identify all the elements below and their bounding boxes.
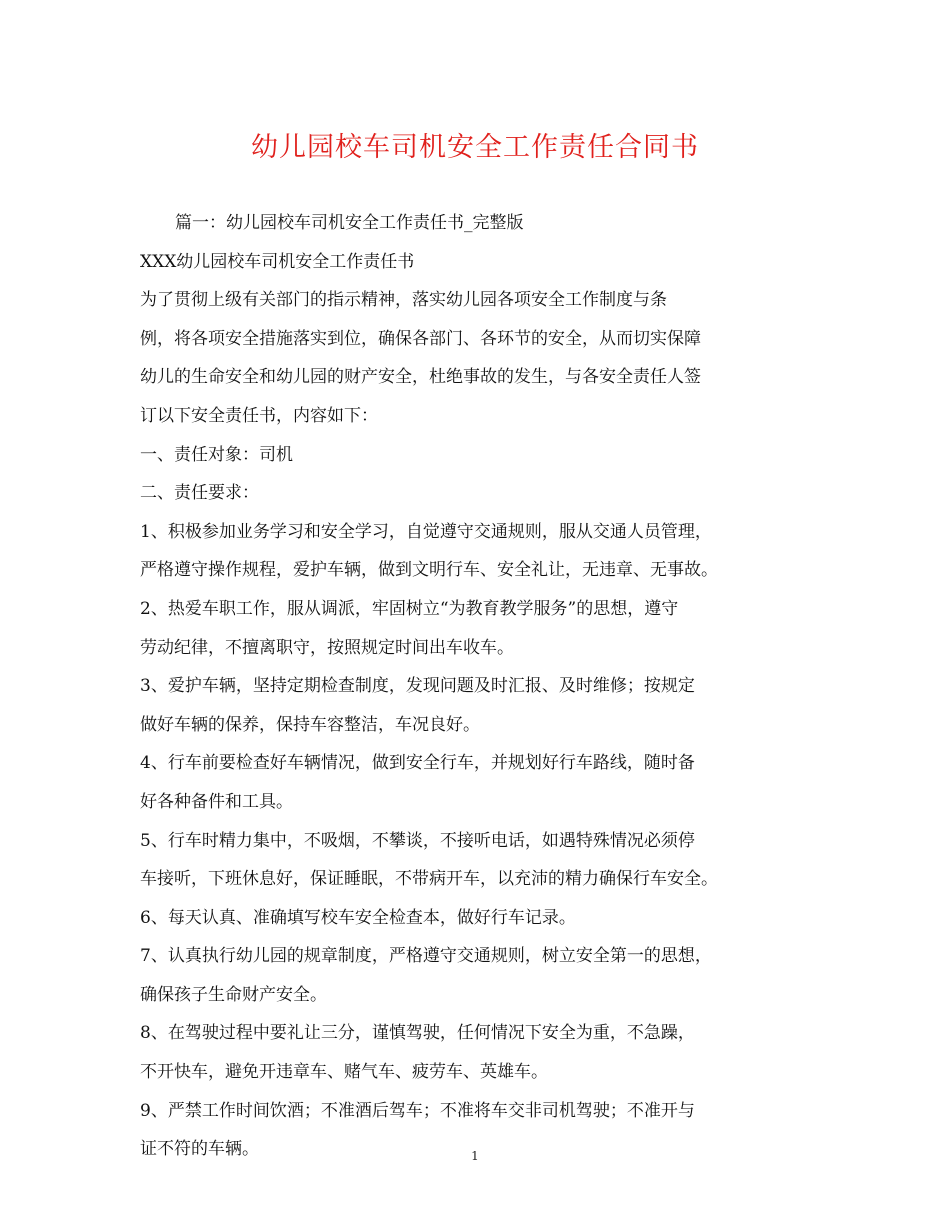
body-line: 劳动纪律，不擅离职守，按照规定时间出车收车。 xyxy=(140,637,514,658)
body-line: 6、每天认真、准确填写校车安全检查本，做好行车记录。 xyxy=(140,907,576,928)
subtitle-line: XXX幼儿园校车司机安全工作责任书 xyxy=(140,251,415,272)
body-line: 车接听，下班休息好，保证睡眠，不带病开车，以充沛的精力确保行车安全。 xyxy=(140,869,718,890)
section-heading: 篇一：幼儿园校车司机安全工作责任书_完整版 xyxy=(175,213,524,233)
body-line: 确保孩子生命财产安全。 xyxy=(140,984,327,1005)
body-line: 二、责任要求： xyxy=(140,483,259,504)
body-line: 严格遵守操作规程，爱护车辆，做到文明行车、安全礼让，无违章、无事故。 xyxy=(140,560,718,581)
body-line: 一、责任对象：司机 xyxy=(140,444,293,465)
body-line: 7、认真执行幼儿园的规章制度，严格遵守交通规则，树立安全第一的思想， xyxy=(140,946,712,967)
body-line: 1、积极参加业务学习和安全学习，自觉遵守交通规则，服从交通人员管理， xyxy=(140,521,712,542)
document-body xyxy=(140,204,780,1169)
body-line: 好各种备件和工具。 xyxy=(140,791,293,812)
page-number: 1 xyxy=(471,1149,479,1163)
body-line: 9、严禁工作时间饮酒；不准酒后驾车；不准将车交非司机驾驶；不准开与 xyxy=(140,1100,695,1121)
body-line: 为了贯彻上级有关部门的指示精神，落实幼儿园各项安全工作制度与条 xyxy=(140,290,667,311)
body-line: 做好车辆的保养，保持车容整洁，车况良好。 xyxy=(140,714,480,735)
document-title: 幼儿园校车司机安全工作责任合同书 xyxy=(251,132,699,163)
body-line: 订以下安全责任书，内容如下： xyxy=(140,405,378,426)
body-line: 幼儿的生命安全和幼儿园的财产安全，杜绝事故的发生，与各安全责任人签 xyxy=(140,367,701,388)
body-line: 3、爱护车辆，坚持定期检查制度，发现问题及时汇报、及时维修；按规定 xyxy=(140,676,695,697)
body-line: 8、在驾驶过程中要礼让三分，谨慎驾驶，任何情况下安全为重，不急躁， xyxy=(140,1023,695,1044)
body-line: 2、热爱车职工作，服从调派，牢固树立“为教育教学服务”的思想，遵守 xyxy=(140,598,679,619)
body-line: 证不符的车辆。 xyxy=(140,1139,259,1160)
body-line: 4、行车前要检查好车辆情况，做到安全行车，并规划好行车路线，随时备 xyxy=(140,753,695,774)
body-line: 5、行车时精力集中，不吸烟，不攀谈，不接听电话，如遇特殊情况必须停 xyxy=(140,830,695,851)
body-line: 不开快车，避免开违章车、赌气车、疲劳车、英雄车。 xyxy=(140,1062,548,1083)
body-line: 例，将各项安全措施落实到位，确保各部门、各环节的安全，从而切实保障 xyxy=(140,328,701,349)
